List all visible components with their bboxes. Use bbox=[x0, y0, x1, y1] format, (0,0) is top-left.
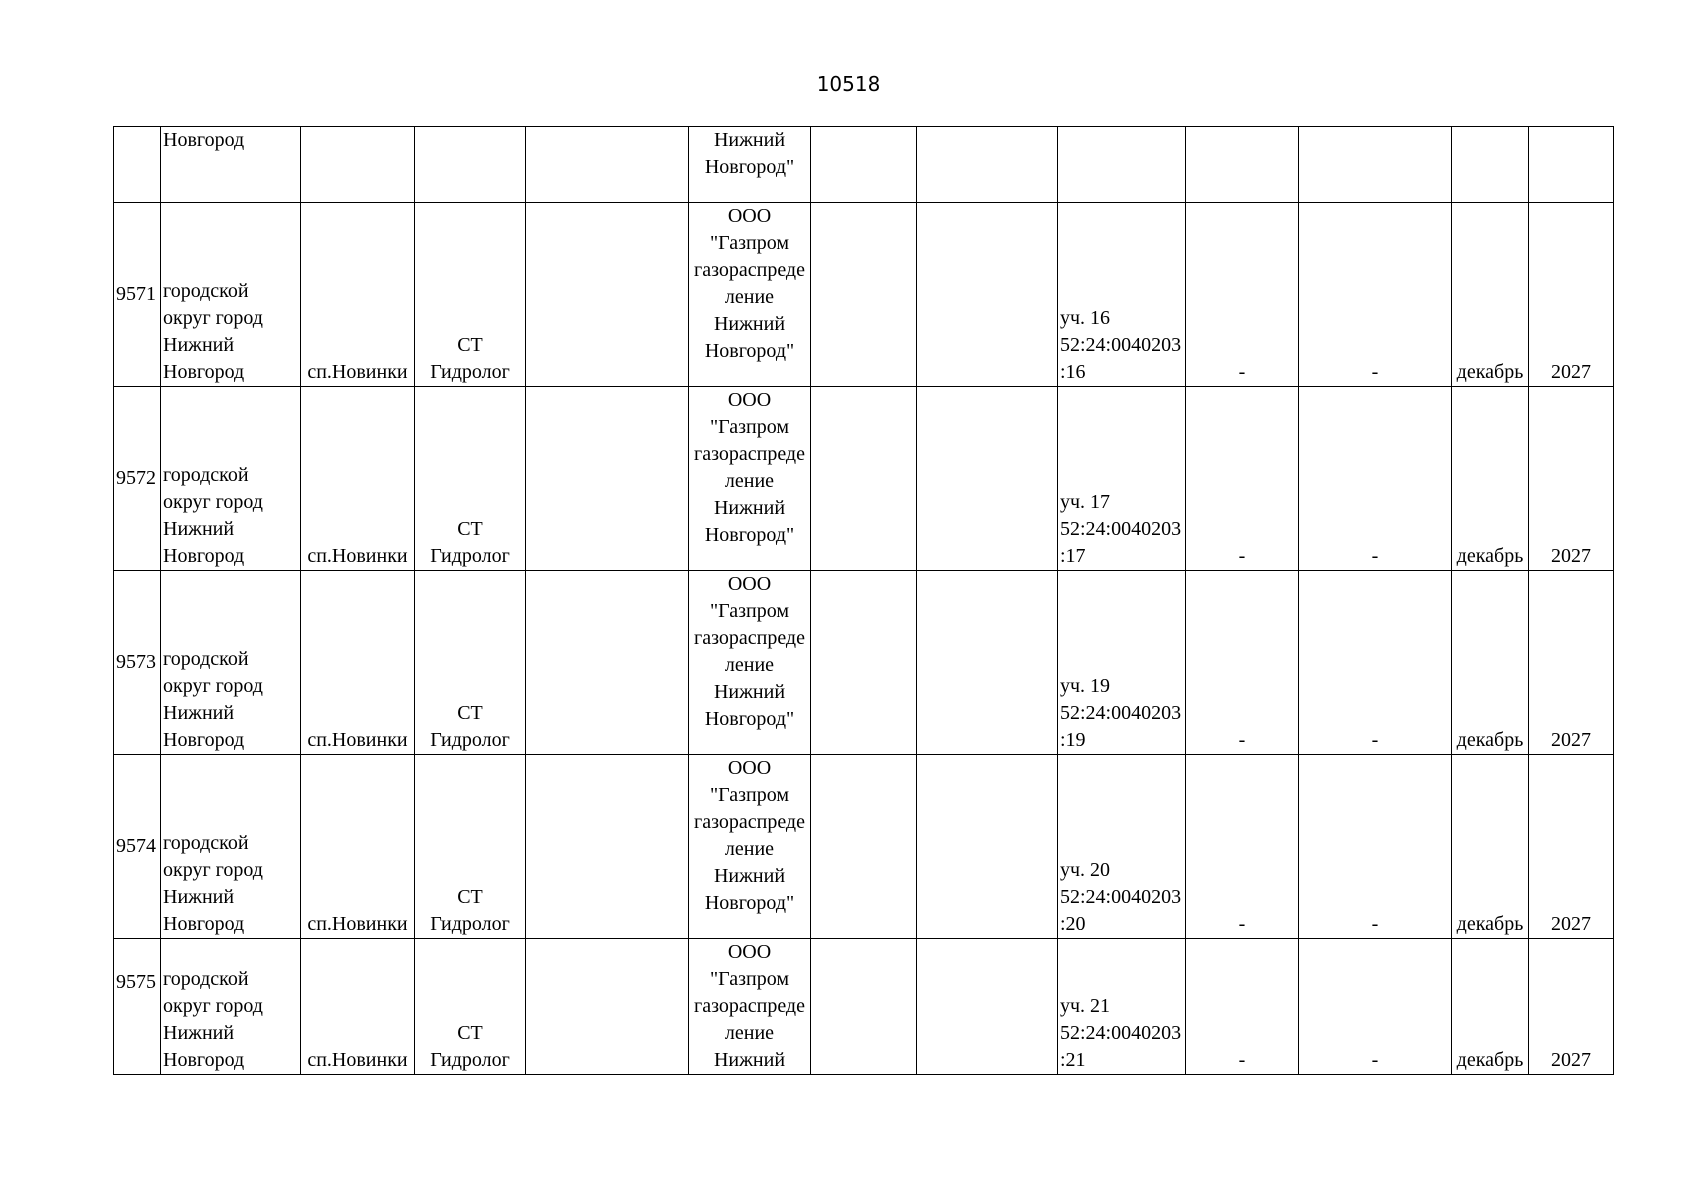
cell-num: 9575 bbox=[114, 939, 161, 1075]
table-row bbox=[114, 571, 1614, 755]
cell-organization: ООО "Газпром газораспреде ление Нижний Новгород" bbox=[689, 755, 811, 939]
cell-object: СТ Гидролог bbox=[415, 939, 526, 1075]
cell-municipality: городской округ город Нижний Новгород bbox=[161, 939, 301, 1075]
cell-empty bbox=[526, 203, 689, 387]
cell-col9: - bbox=[1186, 755, 1299, 939]
cell-empty bbox=[526, 755, 689, 939]
cell-empty bbox=[917, 127, 1058, 203]
cell-month bbox=[1452, 127, 1529, 203]
cell-parcel: уч. 19 52:24:0040203 :19 bbox=[1058, 571, 1186, 755]
table-row bbox=[114, 939, 1614, 1075]
cell-month: декабрь bbox=[1452, 939, 1529, 1075]
cell-empty bbox=[917, 571, 1058, 755]
cell-empty bbox=[811, 127, 917, 203]
cell-month: декабрь bbox=[1452, 571, 1529, 755]
cell-col9: - bbox=[1186, 939, 1299, 1075]
cell-settlement: сп.Новинки bbox=[301, 203, 415, 387]
cell-empty bbox=[811, 939, 917, 1075]
continuation-row bbox=[114, 127, 1614, 203]
cell-settlement: сп.Новинки bbox=[301, 939, 415, 1075]
cell-organization: ООО "Газпром газораспреде ление Нижний Новгород" bbox=[689, 571, 811, 755]
cell-col10: - bbox=[1299, 203, 1452, 387]
cell-settlement bbox=[301, 127, 415, 203]
cell-municipality: городской округ город Нижний Новгород bbox=[161, 571, 301, 755]
cell-col9: - bbox=[1186, 387, 1299, 571]
cell-municipality: городской округ город Нижний Новгород bbox=[161, 203, 301, 387]
cell-organization: Нижний Новгород" bbox=[689, 127, 811, 203]
cell-month: декабрь bbox=[1452, 755, 1529, 939]
cell-year bbox=[1529, 127, 1614, 203]
cell-col9 bbox=[1186, 127, 1299, 203]
cell-organization: ООО "Газпром газораспреде ление Нижний bbox=[689, 939, 811, 1075]
cell-year: 2027 bbox=[1529, 571, 1614, 755]
cell-empty bbox=[526, 387, 689, 571]
cell-empty bbox=[526, 571, 689, 755]
cell-col9: - bbox=[1186, 571, 1299, 755]
cell-empty bbox=[917, 387, 1058, 571]
cell-empty bbox=[811, 387, 917, 571]
page-number: 10518 bbox=[816, 72, 881, 96]
cell-col9: - bbox=[1186, 203, 1299, 387]
cell-month: декабрь bbox=[1452, 203, 1529, 387]
cell-num: 9571 bbox=[114, 203, 161, 387]
cell-num: 9573 bbox=[114, 571, 161, 755]
table-body bbox=[114, 127, 1614, 1075]
cell-empty bbox=[526, 939, 689, 1075]
cell-empty bbox=[811, 571, 917, 755]
cell-parcel bbox=[1058, 127, 1186, 203]
cell-settlement: сп.Новинки bbox=[301, 755, 415, 939]
cell-col10: - bbox=[1299, 387, 1452, 571]
cell-organization: ООО "Газпром газораспреде ление Нижний Новгород" bbox=[689, 203, 811, 387]
cell-parcel: уч. 21 52:24:0040203 :21 bbox=[1058, 939, 1186, 1075]
cell-col10: - bbox=[1299, 939, 1452, 1075]
cell-year: 2027 bbox=[1529, 387, 1614, 571]
cell-num: 9574 bbox=[114, 755, 161, 939]
cell-year: 2027 bbox=[1529, 755, 1614, 939]
table-row bbox=[114, 203, 1614, 387]
table-row bbox=[114, 387, 1614, 571]
cell-year: 2027 bbox=[1529, 203, 1614, 387]
cell-object: СТ Гидролог bbox=[415, 755, 526, 939]
cell-num bbox=[114, 127, 161, 203]
cell-object: СТ Гидролог bbox=[415, 203, 526, 387]
cell-municipality: городской округ город Нижний Новгород bbox=[161, 755, 301, 939]
cell-empty bbox=[811, 755, 917, 939]
table-row bbox=[114, 755, 1614, 939]
cell-settlement: сп.Новинки bbox=[301, 571, 415, 755]
cell-object: СТ Гидролог bbox=[415, 571, 526, 755]
cell-col10: - bbox=[1299, 755, 1452, 939]
cell-col10: - bbox=[1299, 571, 1452, 755]
cell-month: декабрь bbox=[1452, 387, 1529, 571]
cell-empty bbox=[811, 203, 917, 387]
cell-municipality: городской округ город Нижний Новгород bbox=[161, 387, 301, 571]
cell-municipality: Новгород bbox=[161, 127, 301, 203]
cell-object bbox=[415, 127, 526, 203]
cell-parcel: уч. 20 52:24:0040203 :20 bbox=[1058, 755, 1186, 939]
cell-object: СТ Гидролог bbox=[415, 387, 526, 571]
cell-organization: ООО "Газпром газораспреде ление Нижний Новгород" bbox=[689, 387, 811, 571]
cell-empty bbox=[917, 203, 1058, 387]
cell-parcel: уч. 16 52:24:0040203 :16 bbox=[1058, 203, 1186, 387]
cell-num: 9572 bbox=[114, 387, 161, 571]
cell-parcel: уч. 17 52:24:0040203 :17 bbox=[1058, 387, 1186, 571]
cell-settlement: сп.Новинки bbox=[301, 387, 415, 571]
cell-empty bbox=[917, 755, 1058, 939]
cell-year: 2027 bbox=[1529, 939, 1614, 1075]
cell-empty bbox=[526, 127, 689, 203]
cell-col10 bbox=[1299, 127, 1452, 203]
cell-empty bbox=[917, 939, 1058, 1075]
data-table bbox=[113, 126, 1614, 1075]
